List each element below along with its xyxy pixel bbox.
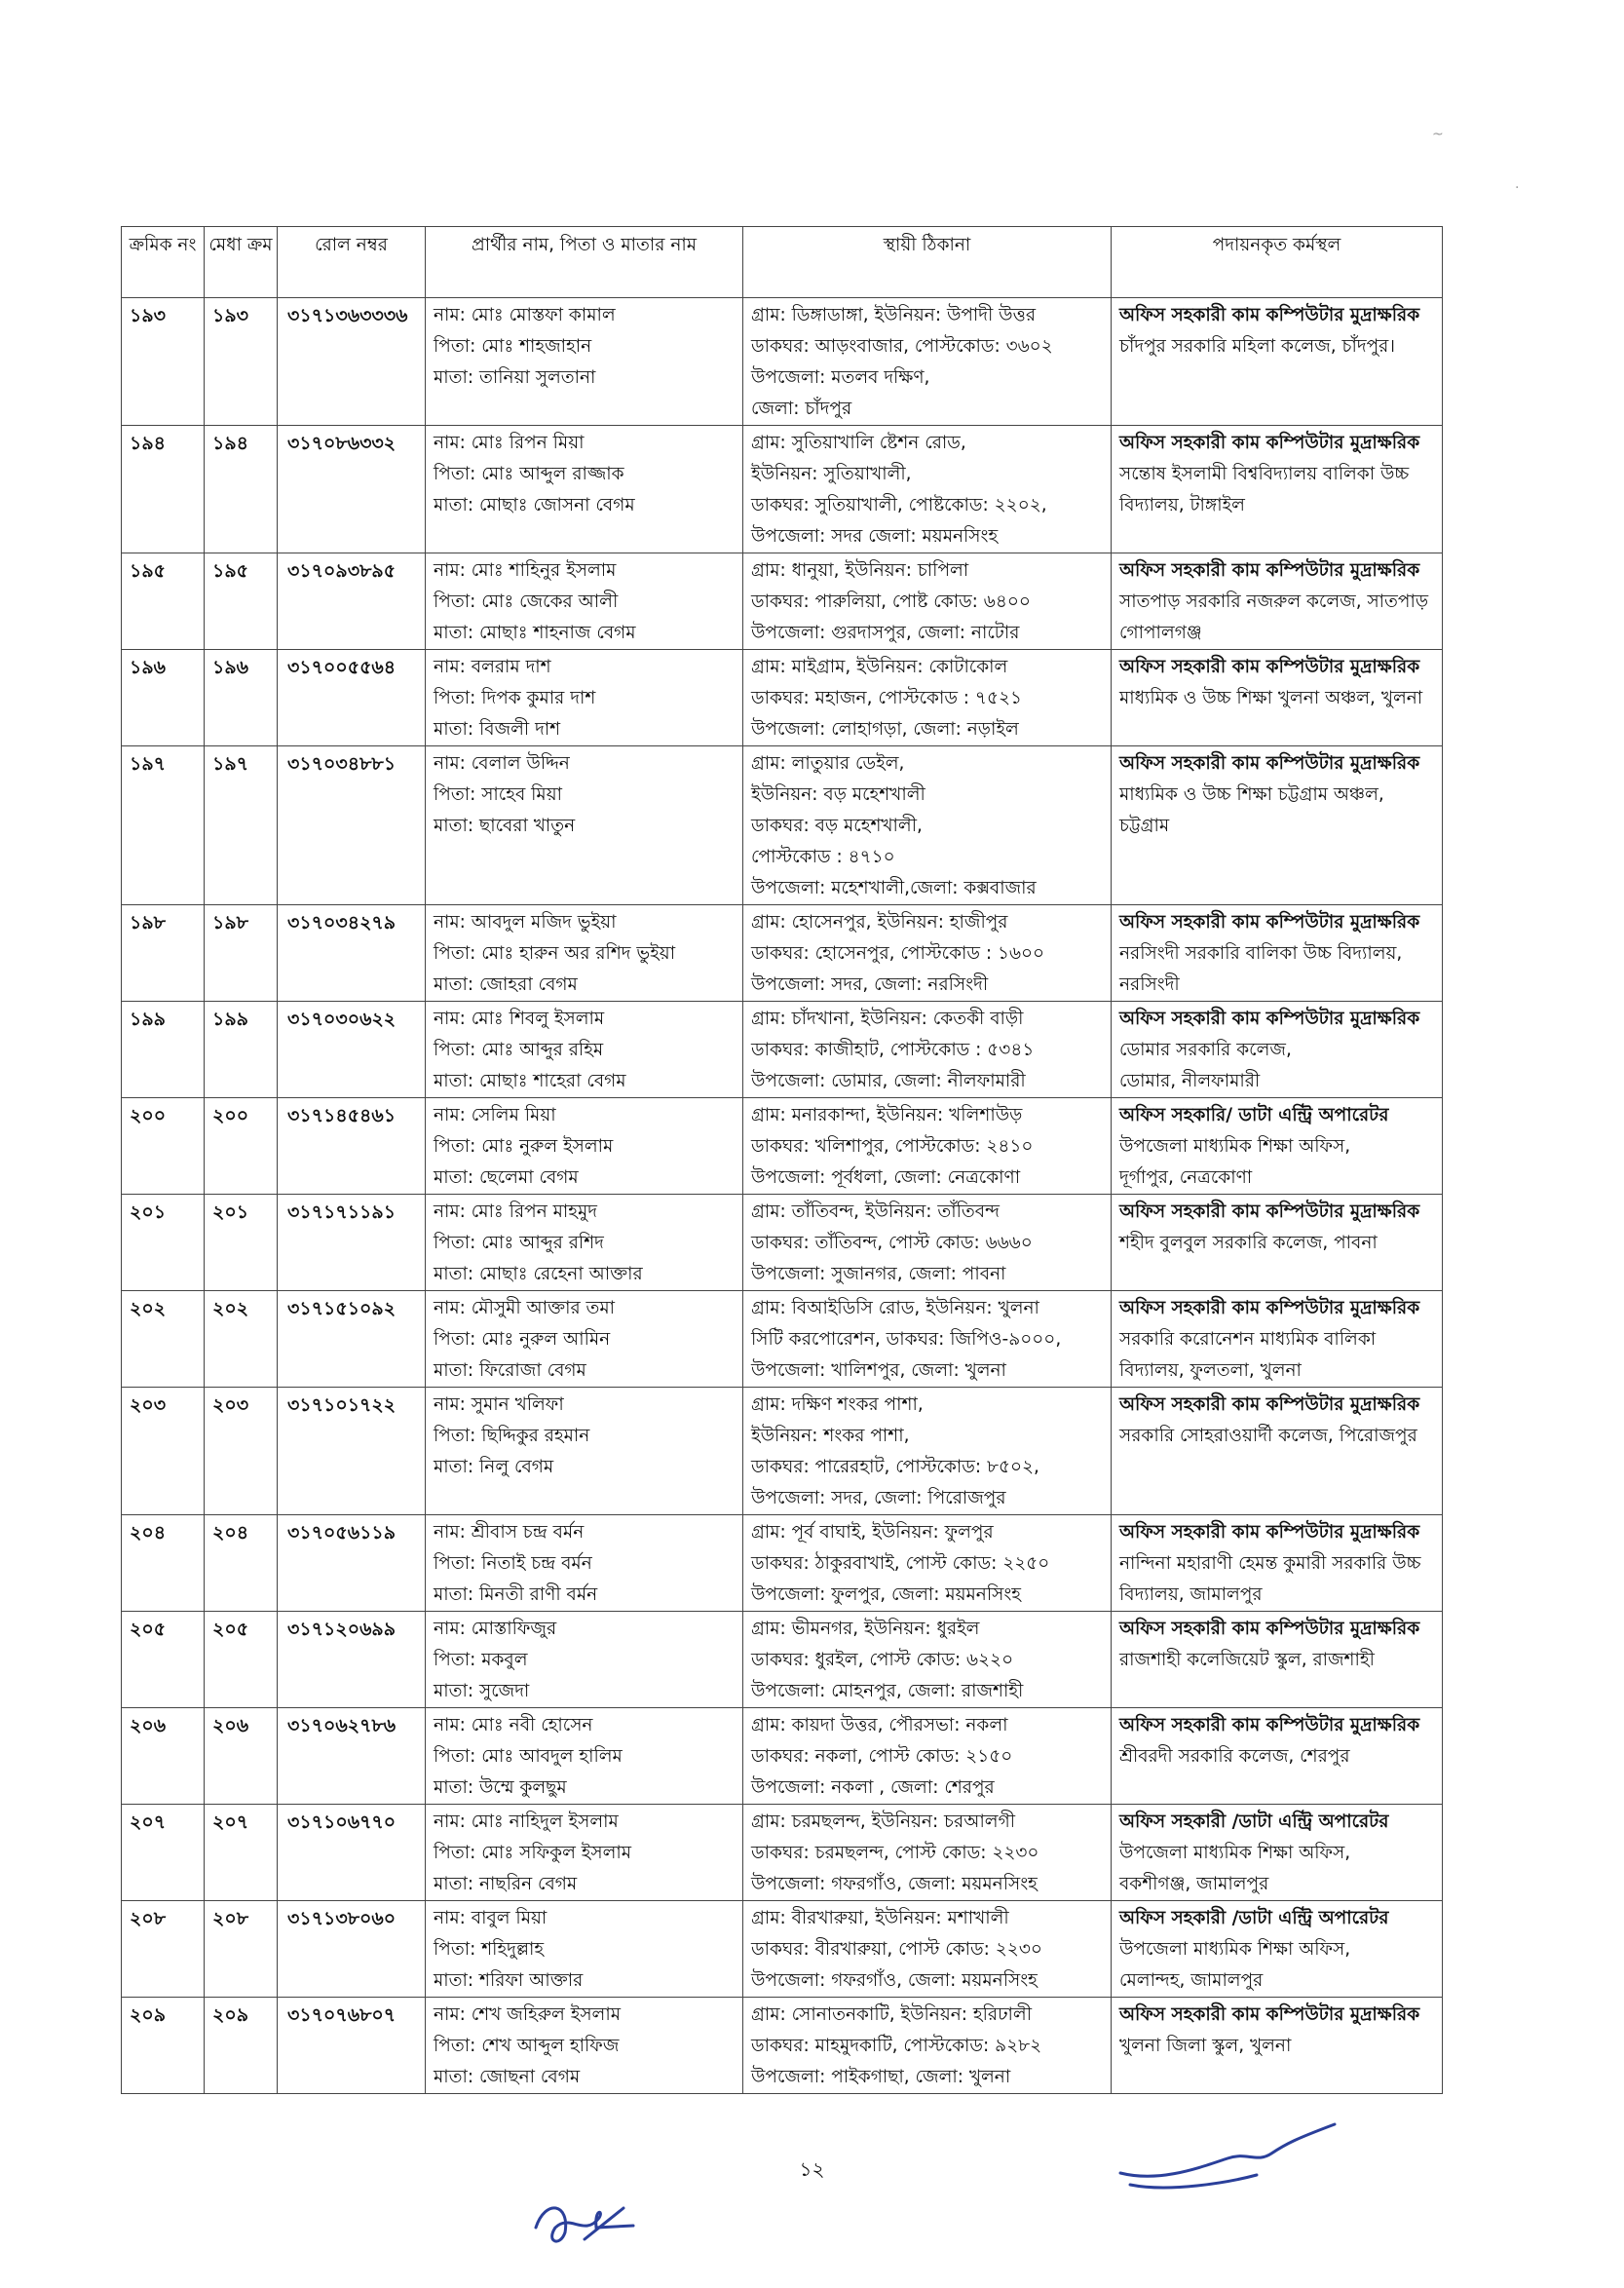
- post-line: সরকারি সোহরাওয়ার্দী কলেজ, পিরোজপুর: [1119, 1426, 1417, 1446]
- posting-cell: [1112, 1612, 1443, 1708]
- name-line: পিতা: মোঃ হারুন অর রশিদ ভুইয়া: [434, 943, 676, 964]
- merit-cell: ১৯৯: [205, 1002, 278, 1098]
- post-line: গোপালগঞ্জ: [1119, 623, 1202, 643]
- posting-cell: [1112, 746, 1443, 905]
- address-line: গ্রাম: পূর্ব বাঘাই, ইউনিয়ন: ফুলপুর: [751, 1522, 994, 1543]
- merit-cell: ২০৪: [205, 1515, 278, 1612]
- address-line: উপজেলা: মহেশখালী,জেলা: কক্সবাজার: [751, 878, 1037, 898]
- header-address: স্থায়ী ঠিকানা: [743, 227, 1112, 298]
- address-line: গ্রাম: হোসেনপুর, ইউনিয়ন: হাজীপুর: [751, 912, 1008, 933]
- name-line: মাতা: তানিয়া সুলতানা: [434, 367, 596, 388]
- posting-cell: [1112, 298, 1443, 426]
- address-line: গ্রাম: কায়দা উত্তর, পৌরসভা: নকলা: [751, 1715, 1008, 1735]
- address-line: উপজেলা: মতলব দক্ষিণ,: [751, 367, 930, 388]
- roll-cell: ৩১৭১৩৬৩৩৩৬: [278, 298, 426, 426]
- scan-mark: ~: [1432, 127, 1444, 142]
- serial-cell: ২০২: [122, 1291, 205, 1388]
- post-title: অফিস সহকারী কাম কম্পিউটার মুদ্রাক্ষরিক: [1119, 560, 1420, 581]
- address-line: সিটি করপোরেশন, ডাকঘর: জিপিও-৯০০০,: [751, 1329, 1062, 1350]
- merit-cell: ২০৩: [205, 1388, 278, 1515]
- address-line: ডাকঘর: খলিশাপুর, পোস্টকোড: ২৪১০: [751, 1136, 1034, 1157]
- merit-cell: ২০৬: [205, 1708, 278, 1805]
- address-line: গ্রাম: লাতুয়ার ডেইল,: [751, 753, 905, 774]
- address-line: উপজেলা: সুজানগর, জেলা: পাবনা: [751, 1264, 1006, 1284]
- post-title: অফিস সহকারী কাম কম্পিউটার মুদ্রাক্ষরিক: [1119, 305, 1420, 325]
- name-line: নাম: বলরাম দাশ: [434, 657, 551, 677]
- serial-cell: ১৯৮: [122, 905, 205, 1002]
- post-title: অফিস সহকারী কাম কম্পিউটার মুদ্রাক্ষরিক: [1119, 1394, 1420, 1415]
- post-title: অফিস সহকারী কাম কম্পিউটার মুদ্রাক্ষরিক: [1119, 2004, 1420, 2025]
- roll-cell: ৩১৭০৭৬৮০৭: [278, 1998, 426, 2094]
- merit-cell: ২০৫: [205, 1612, 278, 1708]
- posting-cell: [1112, 426, 1443, 553]
- address-cell: [743, 650, 1112, 746]
- name-line: পিতা: মোঃ নুরুল আমিন: [434, 1329, 611, 1350]
- table-row: [122, 650, 1443, 746]
- address-line: ডাকঘর: কাজীহাট, পোস্টকোড : ৫৩৪১: [751, 1040, 1035, 1060]
- post-line: নান্দিনা মহারাণী হেমন্ত কুমারী সরকারি উচ্চ: [1119, 1553, 1421, 1574]
- name-line: নাম: শেখ জহিরুল ইসলাম: [434, 2004, 621, 2025]
- address-line: উপজেলা: সদর জেলা: ময়মনসিংহ: [751, 526, 999, 547]
- table-row: [122, 1098, 1443, 1195]
- name-cell: [426, 1388, 743, 1515]
- name-line: পিতা: মোঃ সফিকুল ইসলাম: [434, 1843, 632, 1863]
- post-title: অফিস সহকারী কাম কম্পিউটার মুদ্রাক্ষরিক: [1119, 657, 1420, 677]
- post-title: অফিস সহকারি/ ডাটা এন্ট্রি অপারেটর: [1119, 1105, 1389, 1125]
- page-number: ১২: [799, 2157, 825, 2181]
- name-line: পিতা: নিতাই চন্দ্র বর্মন: [434, 1553, 592, 1574]
- name-line: নাম: মোঃ শিবলু ইসলাম: [434, 1009, 605, 1029]
- name-line: মাতা: সুজেদা: [434, 1681, 530, 1701]
- name-cell: [426, 553, 743, 650]
- address-line: উপজেলা: পাইকগাছা, জেলা: খুলনা: [751, 2067, 1011, 2087]
- address-cell: [743, 1388, 1112, 1515]
- table-row: [122, 1901, 1443, 1998]
- name-line: পিতা: সাহেব মিয়া: [434, 784, 562, 805]
- name-line: নাম: মোঃ নাহিদুল ইসলাম: [434, 1811, 619, 1832]
- address-line: উপজেলা: সদর, জেলা: নরসিংদী: [751, 974, 989, 995]
- posting-cell: [1112, 1291, 1443, 1388]
- post-line: মাধ্যমিক ও উচ্চ শিক্ষা খুলনা অঞ্চল, খুলনা: [1119, 688, 1423, 708]
- address-line: গ্রাম: মাইগ্রাম, ইউনিয়ন: কোটাকোল: [751, 657, 1008, 677]
- merit-cell: ২০০: [205, 1098, 278, 1195]
- post-line: নরসিংদী সরকারি বালিকা উচ্চ বিদ্যালয়,: [1119, 943, 1403, 964]
- name-cell: [426, 1612, 743, 1708]
- address-line: গ্রাম: চরমছলন্দ, ইউনিয়ন: চরআলগী: [751, 1811, 1016, 1832]
- table-row: [122, 746, 1443, 905]
- name-line: পিতা: মোঃ শাহজাহান: [434, 336, 592, 357]
- roll-cell: ৩১৭০৩৪২৭৯: [278, 905, 426, 1002]
- post-title: অফিস সহকারী কাম কম্পিউটার মুদ্রাক্ষরিক: [1119, 1619, 1420, 1639]
- roll-cell: ৩১৭০৩৪৮৮১: [278, 746, 426, 905]
- posting-cell: [1112, 1708, 1443, 1805]
- header-roll: রোল নম্বর: [278, 227, 426, 298]
- address-line: গ্রাম: সোনাতনকাটি, ইউনিয়ন: হরিঢালী: [751, 2004, 1032, 2025]
- address-line: পোস্টকোড : ৪৭১০: [751, 847, 895, 867]
- roll-cell: ৩১৭১৫১০৯২: [278, 1291, 426, 1388]
- name-line: পিতা: শহিদুল্লাহ: [434, 1939, 545, 1960]
- address-cell: [743, 553, 1112, 650]
- name-line: নাম: মোঃ রিপন মাহমুদ: [434, 1201, 597, 1222]
- address-line: ডাকঘর: বড় মহেশখালী,: [751, 816, 923, 836]
- post-line: উপজেলা মাধ্যমিক শিক্ষা অফিস,: [1119, 1843, 1351, 1863]
- posting-cell: [1112, 1195, 1443, 1291]
- address-cell: [743, 1002, 1112, 1098]
- name-line: মাতা: মিনতী রাণী বর্মন: [434, 1584, 598, 1605]
- name-cell: [426, 1195, 743, 1291]
- roll-cell: ৩১৭০৫৬১১৯: [278, 1515, 426, 1612]
- table-row: [122, 426, 1443, 553]
- name-line: মাতা: ফিরোজা বেগম: [434, 1360, 586, 1381]
- merit-cell: ১৯৫: [205, 553, 278, 650]
- table-row: [122, 1291, 1443, 1388]
- merit-cell: ২০৯: [205, 1998, 278, 2094]
- post-line: মেলান্দহ, জামালপুর: [1119, 1970, 1264, 1991]
- posting-cell: [1112, 1002, 1443, 1098]
- table-row: [122, 905, 1443, 1002]
- post-title: অফিস সহকারী কাম কম্পিউটার মুদ্রাক্ষরিক: [1119, 1009, 1420, 1029]
- serial-cell: ২০৩: [122, 1388, 205, 1515]
- merit-cell: ১৯৮: [205, 905, 278, 1002]
- name-line: মাতা: বিজলী দাশ: [434, 719, 561, 740]
- roll-cell: ৩১৭০৯৩৮৯৫: [278, 553, 426, 650]
- roll-cell: ৩১৭০৩০৬২২: [278, 1002, 426, 1098]
- name-line: পিতা: মোঃ আব্দুর রহিম: [434, 1040, 604, 1060]
- header-merit: মেধা ক্রম: [205, 227, 278, 298]
- name-line: মাতা: নিলু বেগম: [434, 1457, 554, 1477]
- name-line: পিতা: মোঃ আব্দুল রাজ্জাক: [434, 464, 624, 484]
- post-line: খুলনা জিলা স্কুল, খুলনা: [1119, 2036, 1292, 2056]
- post-line: উপজেলা মাধ্যমিক শিক্ষা অফিস,: [1119, 1939, 1351, 1960]
- post-line: চাঁদপুর সরকারি মহিলা কলেজ, চাঁদপুর।: [1119, 336, 1395, 357]
- merit-cell: ২০২: [205, 1291, 278, 1388]
- post-line: বিদ্যালয়, ফুলতলা, খুলনা: [1119, 1360, 1302, 1381]
- table-row: [122, 1388, 1443, 1515]
- merit-cell: ২০১: [205, 1195, 278, 1291]
- posting-cell: [1112, 1805, 1443, 1901]
- name-cell: [426, 1098, 743, 1195]
- address-line: উপজেলা: গফরগাঁও, জেলা: ময়মনসিংহ: [751, 1874, 1038, 1894]
- address-line: ডাকঘর: ঠাকুরবাখাই, পোস্ট কোড: ২২৫০: [751, 1553, 1050, 1574]
- address-line: গ্রাম: চাঁদখানা, ইউনিয়ন: কেতকী বাড়ী: [751, 1009, 1024, 1029]
- post-line: সন্তোষ ইসলামী বিশ্ববিদ্যালয় বালিকা উচ্চ: [1119, 464, 1410, 484]
- post-title: অফিস সহকারী কাম কম্পিউটার মুদ্রাক্ষরিক: [1119, 753, 1420, 774]
- post-title: অফিস সহকারী কাম কম্পিউটার মুদ্রাক্ষরিক: [1119, 1715, 1420, 1735]
- serial-cell: ১৯৯: [122, 1002, 205, 1098]
- post-line: রাজশাহী কলেজিয়েট স্কুল, রাজশাহী: [1119, 1650, 1375, 1670]
- name-line: নাম: মোঃ শাহিনুর ইসলাম: [434, 560, 617, 581]
- address-line: গ্রাম: ডিঙ্গাডাঙ্গা, ইউনিয়ন: উপাদী উত্তর: [751, 305, 1036, 325]
- address-line: ইউনিয়ন: সুতিয়াখালী,: [751, 464, 912, 484]
- posting-cell: [1112, 905, 1443, 1002]
- post-line: বকশীগঞ্জ, জামালপুর: [1119, 1874, 1269, 1894]
- address-line: গ্রাম: দক্ষিণ শংকর পাশা,: [751, 1394, 924, 1415]
- address-line: ডাকঘর: সুতিয়াখালী, পোষ্টকোড: ২২০২,: [751, 495, 1047, 515]
- name-line: মাতা: নাছরিন বেগম: [434, 1874, 578, 1894]
- address-line: ডাকঘর: মহাজন, পোস্টকোড : ৭৫২১: [751, 688, 1022, 708]
- address-cell: [743, 1612, 1112, 1708]
- post-line: বিদ্যালয়, টাঙ্গাইল: [1119, 495, 1245, 515]
- header-serial: ক্রমিক নং: [122, 227, 205, 298]
- name-line: নাম: শ্রীবাস চন্দ্র বর্মন: [434, 1522, 585, 1543]
- name-line: মাতা: মোছাঃ রেহেনা আক্তার: [434, 1264, 643, 1284]
- roll-cell: ৩১৭০৮৬৩৩২: [278, 426, 426, 553]
- address-line: ডাকঘর: ধুরইল, পোস্ট কোড: ৬২২০: [751, 1650, 1014, 1670]
- address-line: গ্রাম: বীরখারুয়া, ইউনিয়ন: মশাখালী: [751, 1908, 1009, 1928]
- post-title: অফিস সহকারী /ডাটা এন্ট্রি অপারেটর: [1119, 1811, 1389, 1832]
- address-line: ডাকঘর: চরমছলন্দ, পোস্ট কোড: ২২৩০: [751, 1843, 1039, 1863]
- address-line: ইউনিয়ন: বড় মহেশখালী: [751, 784, 925, 805]
- posting-table: [121, 226, 1443, 2094]
- roll-cell: ৩১৭১০৬৭৭০: [278, 1805, 426, 1901]
- name-line: নাম: মৌসুমী আক্তার তমা: [434, 1298, 616, 1318]
- post-line: সরকারি করোনেশন মাধ্যমিক বালিকা: [1119, 1329, 1377, 1350]
- table-row: [122, 1002, 1443, 1098]
- address-line: উপজেলা: মোহনপুর, জেলা: রাজশাহী: [751, 1681, 1024, 1701]
- address-line: গ্রাম: সুতিয়াখালি ষ্টেশন রোড,: [751, 433, 966, 453]
- address-line: জেলা: চাঁদপুর: [751, 399, 852, 419]
- merit-cell: ১৯৩: [205, 298, 278, 426]
- address-line: গ্রাম: মনারকান্দা, ইউনিয়ন: খলিশাউড়: [751, 1105, 1023, 1125]
- serial-cell: ১৯৩: [122, 298, 205, 426]
- posting-cell: [1112, 650, 1443, 746]
- address-line: গ্রাম: ভীমনগর, ইউনিয়ন: ধুরইল: [751, 1619, 980, 1639]
- posting-cell: [1112, 1388, 1443, 1515]
- post-line: চট্টগ্রাম: [1119, 816, 1170, 836]
- address-line: উপজেলা: লোহাগড়া, জেলা: নড়াইল: [751, 719, 1019, 740]
- name-line: মাতা: ছেলেমা বেগম: [434, 1167, 579, 1188]
- table-row: [122, 298, 1443, 426]
- table-row: [122, 1612, 1443, 1708]
- name-line: পিতা: মোঃ নুরুল ইসলাম: [434, 1136, 614, 1157]
- post-title: অফিস সহকারী /ডাটা এন্ট্রি অপারেটর: [1119, 1908, 1389, 1928]
- name-line: পিতা: শেখ আব্দুল হাফিজ: [434, 2036, 620, 2056]
- name-line: নাম: বাবুল মিয়া: [434, 1908, 548, 1928]
- serial-cell: ২০৮: [122, 1901, 205, 1998]
- name-line: নাম: বেলাল উদ্দিন: [434, 753, 570, 774]
- address-cell: [743, 1515, 1112, 1612]
- table-row: [122, 553, 1443, 650]
- post-line: ডোমার সরকারি কলেজ,: [1119, 1040, 1292, 1060]
- roll-cell: ৩১৭০৬২৭৮৬: [278, 1708, 426, 1805]
- post-title: অফিস সহকারী কাম কম্পিউটার মুদ্রাক্ষরিক: [1119, 1201, 1420, 1222]
- table-row: [122, 1708, 1443, 1805]
- address-line: ডাকঘর: হোসেনপুর, পোস্টকোড : ১৬০০: [751, 943, 1045, 964]
- post-line: মাধ্যমিক ও উচ্চ শিক্ষা চট্টগ্রাম অঞ্চল,: [1119, 784, 1384, 805]
- address-line: গ্রাম: বিআইডিসি রোড, ইউনিয়ন: খুলনা: [751, 1298, 1039, 1318]
- table-row: [122, 1805, 1443, 1901]
- name-line: মাতা: জোছনা বেগম: [434, 2067, 581, 2087]
- name-cell: [426, 905, 743, 1002]
- roll-cell: ৩১৭১৩৮০৬০: [278, 1901, 426, 1998]
- post-line: ডোমার, নীলফামারী: [1119, 1071, 1261, 1091]
- name-line: পিতা: মোঃ আব্দুর রশিদ: [434, 1233, 604, 1253]
- roll-cell: ৩১৭১৪৫৪৬১: [278, 1098, 426, 1195]
- address-cell: [743, 1291, 1112, 1388]
- post-line: শ্রীবরদী সরকারি কলেজ, শেরপুর: [1119, 1746, 1350, 1767]
- posting-cell: [1112, 1098, 1443, 1195]
- roll-cell: ৩১৭১৭১১৯১: [278, 1195, 426, 1291]
- address-line: ডাকঘর: মাহমুদকাটি, পোস্টকোড: ৯২৮২: [751, 2036, 1042, 2056]
- table-header-row: [122, 227, 1443, 298]
- address-line: উপজেলা: গফরগাঁও, জেলা: ময়মনসিংহ: [751, 1970, 1038, 1991]
- post-line: বিদ্যালয়, জামালপুর: [1119, 1584, 1263, 1605]
- address-cell: [743, 1901, 1112, 1998]
- post-line: দূর্গাপুর, নেত্রকোণা: [1119, 1167, 1253, 1188]
- serial-cell: ২০৬: [122, 1708, 205, 1805]
- address-cell: [743, 905, 1112, 1002]
- serial-cell: ২০০: [122, 1098, 205, 1195]
- address-line: উপজেলা: সদর, জেলা: পিরোজপুর: [751, 1488, 1006, 1508]
- address-line: ডাকঘর: আড়ংবাজার, পোস্টকোড: ৩৬০২: [751, 336, 1053, 357]
- name-line: পিতা: মোঃ জেকের আলী: [434, 591, 619, 612]
- table-row: [122, 1195, 1443, 1291]
- name-line: নাম: মোঃ রিপন মিয়া: [434, 433, 585, 453]
- address-cell: [743, 1805, 1112, 1901]
- address-cell: [743, 1098, 1112, 1195]
- name-line: মাতা: মোছাঃ জোসনা বেগম: [434, 495, 635, 515]
- merit-cell: ২০৭: [205, 1805, 278, 1901]
- scan-mark: ·: [1515, 180, 1520, 196]
- name-line: পিতা: মকবুল: [434, 1650, 528, 1670]
- post-title: অফিস সহকারী কাম কম্পিউটার মুদ্রাক্ষরিক: [1119, 1298, 1420, 1318]
- name-line: মাতা: ছাবেরা খাতুন: [434, 816, 576, 836]
- name-line: পিতা: মোঃ আবদুল হালিম: [434, 1746, 623, 1767]
- table-body: [122, 298, 1443, 2094]
- name-line: মাতা: উম্মে কুলছুম: [434, 1777, 567, 1798]
- address-line: উপজেলা: গুরদাসপুর, জেলা: নাটোর: [751, 623, 1020, 643]
- address-cell: [743, 298, 1112, 426]
- name-line: পিতা: দিপক কুমার দাশ: [434, 688, 596, 708]
- table-row: [122, 1998, 1443, 2094]
- name-cell: [426, 1291, 743, 1388]
- merit-cell: ১৯৬: [205, 650, 278, 746]
- name-cell: [426, 650, 743, 746]
- address-cell: [743, 1195, 1112, 1291]
- address-line: ডাকঘর: পারেরহাট, পোস্টকোড: ৮৫০২,: [751, 1457, 1039, 1477]
- roll-cell: ৩১৭০০৫৫৬৪: [278, 650, 426, 746]
- serial-cell: ১৯৪: [122, 426, 205, 553]
- signature-right: [1111, 2115, 1344, 2206]
- posting-cell: [1112, 553, 1443, 650]
- name-line: মাতা: জোহরা বেগম: [434, 974, 578, 995]
- address-line: গ্রাম: ধানুয়া, ইউনিয়ন: চাপিলা: [751, 560, 969, 581]
- signature-left: [526, 2189, 643, 2261]
- serial-cell: ২০৭: [122, 1805, 205, 1901]
- results-table-container: [121, 226, 1442, 2094]
- name-cell: [426, 426, 743, 553]
- address-line: ডাকঘর: তাঁতিবন্দ, পোস্ট কোড: ৬৬৬০: [751, 1233, 1033, 1253]
- name-line: নাম: মোঃ নবী হোসেন: [434, 1715, 593, 1735]
- serial-cell: ২০৯: [122, 1998, 205, 2094]
- name-cell: [426, 1708, 743, 1805]
- roll-cell: ৩১৭১২০৬৯৯: [278, 1612, 426, 1708]
- name-line: মাতা: শরিফা আক্তার: [434, 1970, 584, 1991]
- posting-cell: [1112, 1515, 1443, 1612]
- address-cell: [743, 1708, 1112, 1805]
- address-line: ডাকঘর: বীরখারুয়া, পোস্ট কোড: ২২৩০: [751, 1939, 1042, 1960]
- name-line: নাম: আবদুল মজিদ ভুইয়া: [434, 912, 617, 933]
- name-line: মাতা: মোছাঃ শাহেরা বেগম: [434, 1071, 626, 1091]
- merit-cell: ১৯৭: [205, 746, 278, 905]
- address-cell: [743, 746, 1112, 905]
- name-cell: [426, 1002, 743, 1098]
- address-line: উপজেলা: ডোমার, জেলা: নীলফামারী: [751, 1071, 1026, 1091]
- address-line: উপজেলা: পূর্বধলা, জেলা: নেত্রকোণা: [751, 1167, 1021, 1188]
- serial-cell: ২০৪: [122, 1515, 205, 1612]
- posting-cell: [1112, 1901, 1443, 1998]
- name-cell: [426, 1998, 743, 2094]
- name-line: পিতা: ছিদ্দিকুর রহমান: [434, 1426, 590, 1446]
- name-line: নাম: মোঃ মোস্তফা কামাল: [434, 305, 616, 325]
- serial-cell: ১৯৫: [122, 553, 205, 650]
- address-line: উপজেলা: খালিশপুর, জেলা: খুলনা: [751, 1360, 1006, 1381]
- address-line: উপজেলা: ফুলপুর, জেলা: ময়মনসিংহ: [751, 1584, 1022, 1605]
- post-line: নরসিংদী: [1119, 974, 1180, 995]
- serial-cell: ১৯৬: [122, 650, 205, 746]
- header-name: প্রার্থীর নাম, পিতা ও মাতার নাম: [426, 227, 743, 298]
- address-cell: [743, 426, 1112, 553]
- address-line: গ্রাম: তাঁতিবন্দ, ইউনিয়ন: তাঁতিবন্দ: [751, 1201, 1000, 1222]
- name-line: মাতা: মোছাঃ শাহনাজ বেগম: [434, 623, 636, 643]
- address-cell: [743, 1998, 1112, 2094]
- name-line: নাম: সুমান খলিফা: [434, 1394, 564, 1415]
- post-title: অফিস সহকারী কাম কম্পিউটার মুদ্রাক্ষরিক: [1119, 912, 1420, 933]
- name-line: নাম: সেলিম মিয়া: [434, 1105, 556, 1125]
- name-cell: [426, 298, 743, 426]
- post-line: শহীদ বুলবুল সরকারি কলেজ, পাবনা: [1119, 1233, 1378, 1253]
- serial-cell: ২০৫: [122, 1612, 205, 1708]
- merit-cell: ১৯৪: [205, 426, 278, 553]
- name-line: নাম: মোস্তাফিজুর: [434, 1619, 557, 1639]
- name-cell: [426, 1515, 743, 1612]
- header-posting: পদায়নকৃত কর্মস্থল: [1112, 227, 1443, 298]
- name-cell: [426, 1805, 743, 1901]
- table-row: [122, 1515, 1443, 1612]
- posting-cell: [1112, 1998, 1443, 2094]
- address-line: উপজেলা: নকলা , জেলা: শেরপুর: [751, 1777, 995, 1798]
- merit-cell: ২০৮: [205, 1901, 278, 1998]
- address-line: ডাকঘর: পারুলিয়া, পোষ্ট কোড: ৬৪০০: [751, 591, 1031, 612]
- serial-cell: ২০১: [122, 1195, 205, 1291]
- name-cell: [426, 1901, 743, 1998]
- serial-cell: ১৯৭: [122, 746, 205, 905]
- address-line: ইউনিয়ন: শংকর পাশা,: [751, 1426, 910, 1446]
- post-line: উপজেলা মাধ্যমিক শিক্ষা অফিস,: [1119, 1136, 1351, 1157]
- post-line: সাতপাড় সরকারি নজরুল কলেজ, সাতপাড়: [1119, 591, 1429, 612]
- address-line: ডাকঘর: নকলা, পোস্ট কোড: ২১৫০: [751, 1746, 1013, 1767]
- post-title: অফিস সহকারী কাম কম্পিউটার মুদ্রাক্ষরিক: [1119, 433, 1420, 453]
- post-title: অফিস সহকারী কাম কম্পিউটার মুদ্রাক্ষরিক: [1119, 1522, 1420, 1543]
- name-cell: [426, 746, 743, 905]
- roll-cell: ৩১৭১০১৭২২: [278, 1388, 426, 1515]
